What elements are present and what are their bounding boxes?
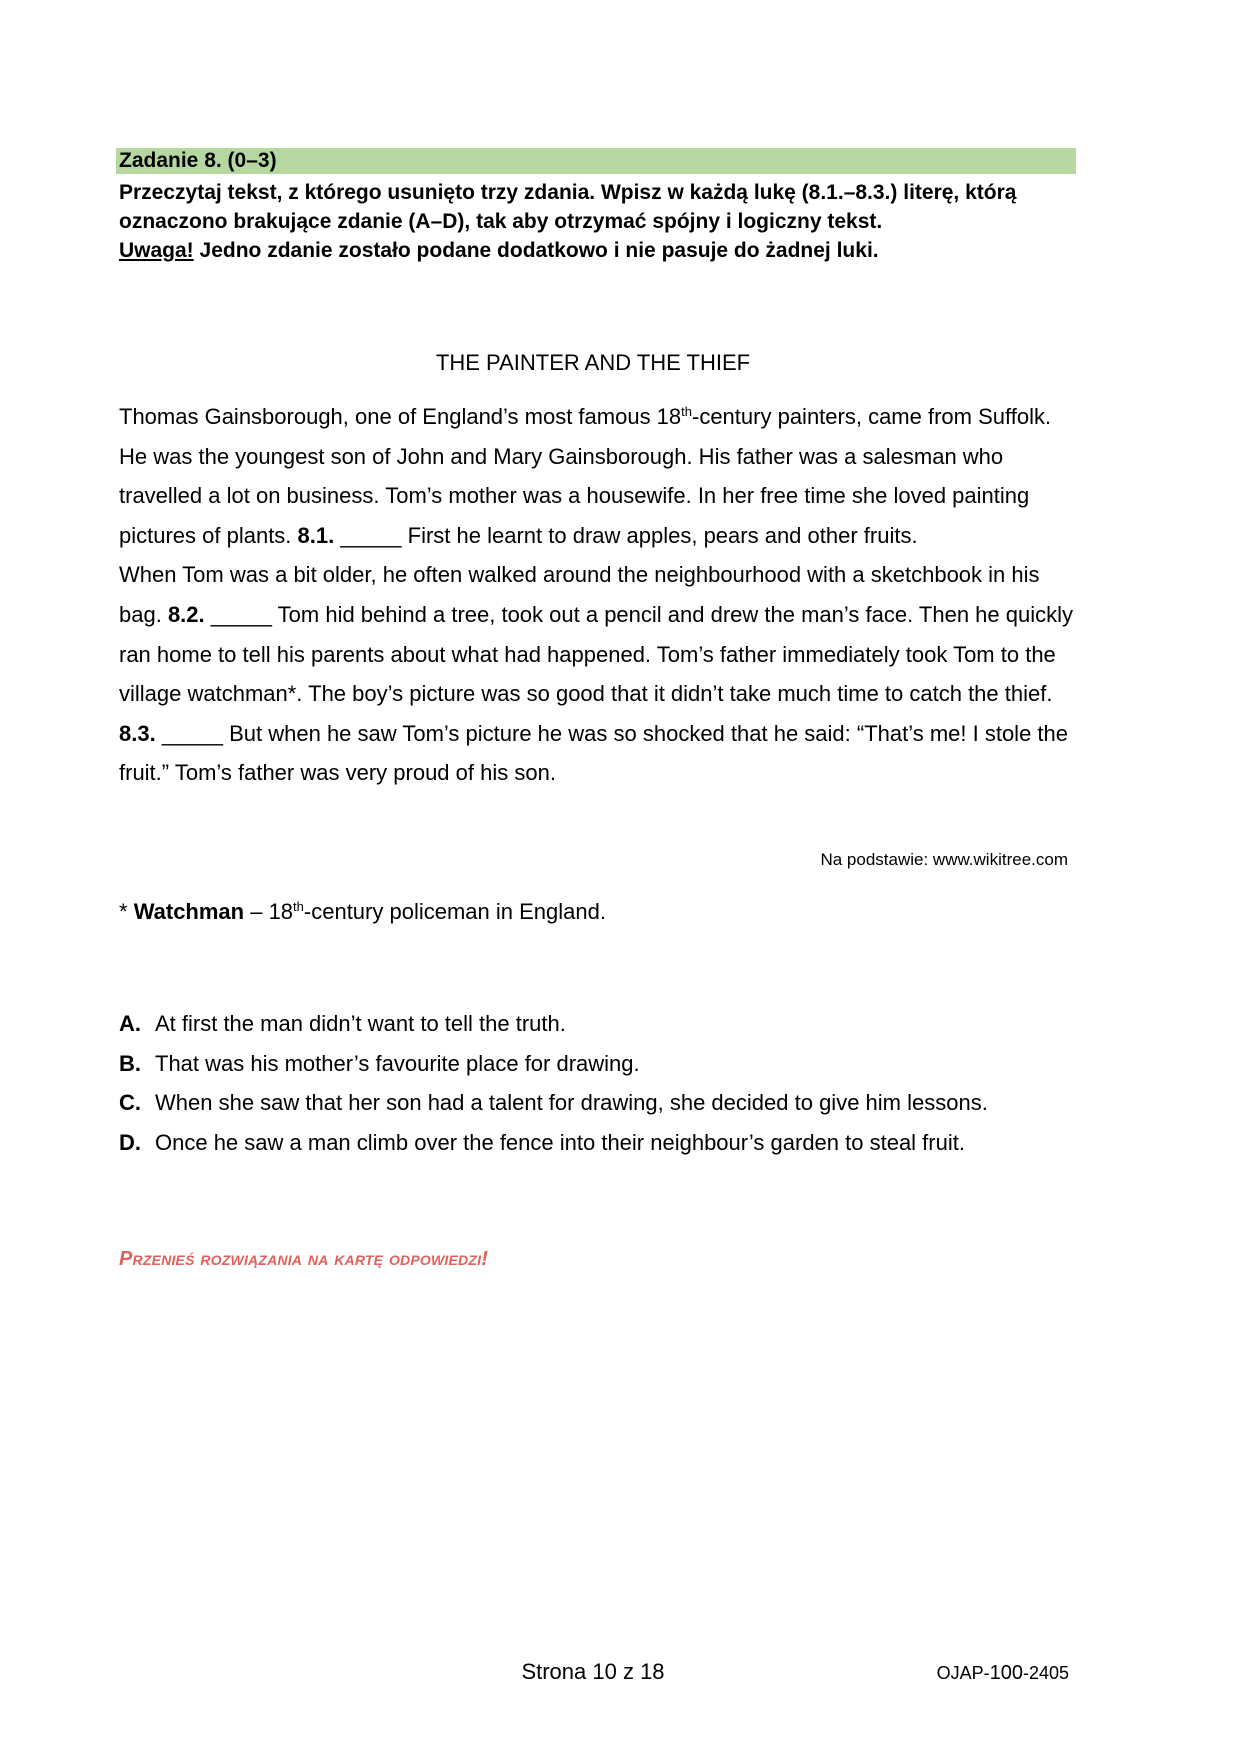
option-text: When she saw that her son had a talent for drawing, she decided to give him lessons. xyxy=(155,1090,988,1116)
story-title: THE PAINTER AND THE THIEF xyxy=(435,350,751,375)
option-a xyxy=(119,1004,1099,1044)
page-number: Strona 10 z 18 xyxy=(521,1659,665,1684)
instruction-note-text: Jedno zdanie zostało podane dodatkowo i nie pasuje do żadnej luki. xyxy=(193,239,879,262)
story-text xyxy=(119,397,1079,793)
task-header: Zadanie 8. (0–3) xyxy=(116,148,1076,174)
instruction-note xyxy=(119,236,1079,265)
option-text: At first the man didn’t want to tell the truth. xyxy=(155,1011,566,1036)
instruction-main: Przeczytaj tekst, z którego usunięto trzy zdania. Wpisz w każdą lukę (8.1.–8.3.) literę, którą oznaczono brakujące zdanie (A–D), tak aby otrzymać spójny i logiczny tekst. xyxy=(119,181,1017,233)
gap-8-1-label: 8.1. xyxy=(297,522,335,548)
gap-8-1-blank: _____ xyxy=(334,522,408,548)
story-text-span: But when he saw Tom’s picture he was so shocked that he said: “That’s me! I stole the fruit.” Tom’s father was very proud of his son. xyxy=(119,720,1068,786)
footnote-text: -century policeman in England. xyxy=(303,899,606,924)
option-text: Once he saw a man climb over the fence into their neighbour’s garden to steal fruit. xyxy=(155,1129,965,1155)
superscript: th xyxy=(681,404,692,419)
footnote-text: – 18 xyxy=(244,899,294,924)
answer-options xyxy=(119,1004,1099,1162)
exam-code-suffix: -2405 xyxy=(1022,1663,1069,1683)
option-letter: D. xyxy=(119,1129,141,1155)
option-letter: C. xyxy=(119,1090,141,1116)
option-letter: A. xyxy=(119,1011,141,1036)
gap-8-3-label: 8.3. xyxy=(119,720,156,746)
footnote-star: * xyxy=(119,899,134,924)
story-text-span: When Tom was a bit older, he often walked around the neighbourhood with a sketchbook in his bag. xyxy=(119,562,1040,627)
exam-code xyxy=(937,1660,1069,1686)
story-paragraph-2 xyxy=(119,555,1079,793)
story-text-span: -century painters, came from Suffolk. He was the youngest son of John and Mary Gainsborough. His father was a salesman who travelled a lot on business. Tom’s mother was a housewife. In her free time she loved painting pictures of plants. xyxy=(119,404,1052,548)
exam-code-prefix: OJAP- xyxy=(936,1663,990,1683)
option-text: That was his mother’s favourite place for drawing. xyxy=(155,1050,640,1076)
option-letter: B. xyxy=(119,1050,141,1076)
story-text-span: Tom hid behind a tree, took out a pencil and drew the man’s face. Then he quickly ran home to tell his parents about what had happened. Tom’s father immediately took Tom to the village watchman*. The boy’s picture was so good that it didn’t take much time to catch the thief. xyxy=(119,601,1073,707)
story-text-span: First he learnt to draw apples, pears and other fruits. xyxy=(407,522,918,548)
task-instruction xyxy=(119,178,1079,265)
footnote-term: Watchman xyxy=(133,899,245,924)
transfer-answers-note: Przenieś rozwiązania na kartę odpowiedzi! xyxy=(119,1248,489,1270)
footnote xyxy=(119,897,1079,927)
story-text-span: Thomas Gainsborough, one of England’s most famous 18 xyxy=(119,404,682,429)
option-b xyxy=(119,1044,1099,1084)
uwaga-label: Uwaga! xyxy=(119,239,194,262)
option-d xyxy=(119,1123,1099,1163)
superscript: th xyxy=(293,899,304,914)
story-paragraph-1 xyxy=(119,397,1079,555)
source-citation: Na podstawie: www.wikitree.com xyxy=(820,850,1068,869)
gap-8-2-label: 8.2. xyxy=(167,601,205,627)
gap-8-2-blank: _____ xyxy=(204,601,278,627)
option-c xyxy=(119,1083,1099,1123)
gap-8-3-blank: _____ xyxy=(155,720,230,746)
exam-code-main: 100 xyxy=(989,1662,1023,1684)
